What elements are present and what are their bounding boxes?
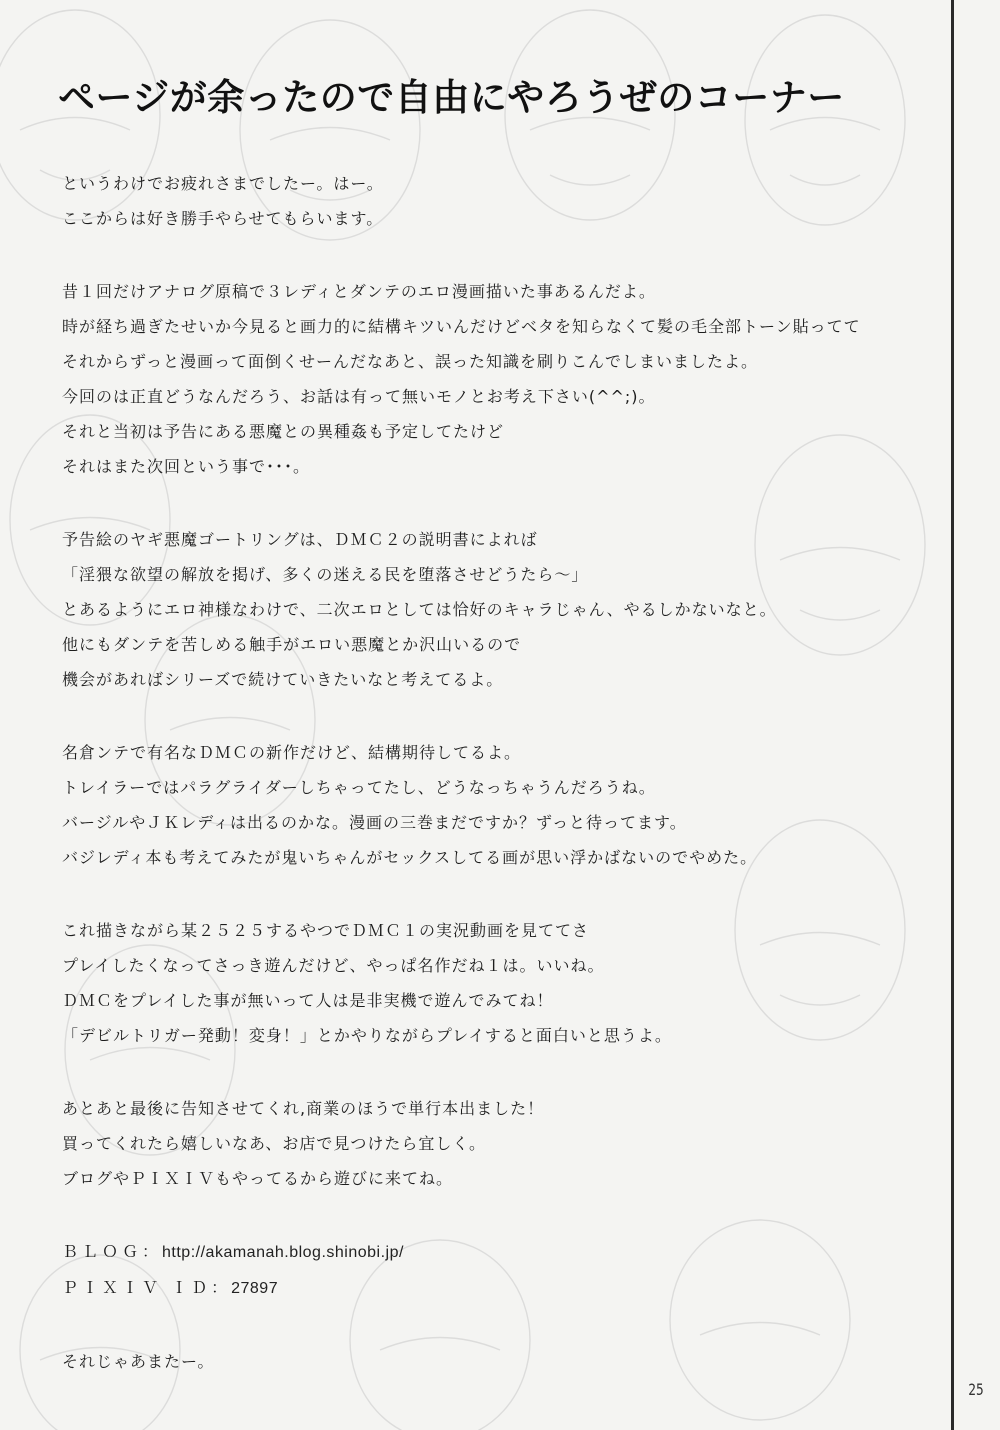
blog-label: ＢＬＯＧ： xyxy=(62,1242,163,1261)
text-line: それと当初は予告にある悪魔との異種姦も予定してたけど xyxy=(62,422,505,441)
text-line: 時が経ち過ぎたせいか今見ると画力的に結構キツいんだけどベタを知らなくて髪の毛全部トーン貼ってて xyxy=(62,317,861,336)
text-line: 昔１回だけアナログ原稿で３レディとダンテのエロ漫画描いた事あるんだよ。 xyxy=(62,282,656,301)
pixiv-label: ＰＩＸＩＶ ＩＤ： xyxy=(62,1278,232,1297)
text-line: ブログやＰＩＸＩＶもやってるから遊びに来てね。 xyxy=(62,1169,454,1188)
text-line: バージルやＪＫレディは出るのかな。漫画の三巻まだですか？ずっと待ってます。 xyxy=(62,813,687,832)
paragraph-dmc1 xyxy=(62,913,942,1053)
text-line: 「淫猥な欲望の解放を掲げ、多くの迷える民を堕落させどうたら～」 xyxy=(62,565,589,584)
text-line: 機会があればシリーズで続けていきたいなと考えてるよ。 xyxy=(62,670,504,689)
text-line: あとあと最後に告知させてくれ,商業のほうで単行本出ました！ xyxy=(62,1099,545,1118)
paragraph-goatling xyxy=(62,522,942,697)
text-line: というわけでお疲れさまでしたー。はー。 xyxy=(62,174,384,193)
text-line: 今回のは正直どうなんだろう、お話は有って無いモノとお考え下さい(^^;)。 xyxy=(62,387,656,406)
text-line: これ描きながら某２５２５するやつでＤＭＣ１の実況動画を見ててさ xyxy=(62,921,590,940)
text-line: 他にもダンテを苦しめる触手がエロい悪魔とか沢山いるので xyxy=(62,635,522,654)
paragraph-history xyxy=(62,274,942,484)
text-line: 名倉ンテで有名なＤＭＣの新作だけど、結構期待してるよ。 xyxy=(62,743,522,762)
closing-line: それじゃあまたー。 xyxy=(62,1352,215,1371)
text-line: それはまた次回という事で･･･。 xyxy=(62,457,311,476)
pixiv-id-row xyxy=(62,1270,942,1306)
page-edge-rule xyxy=(951,0,954,1430)
text-line: プレイしたくなってさっき遊んだけど、やっぱ名作だね１は。いいね。 xyxy=(62,956,605,975)
text-line: 買ってくれたら嬉しいなあ、お店で見つけたら宜しく。 xyxy=(62,1134,487,1153)
blog-url: http://akamanah.blog.shinobi.jp/ xyxy=(162,1244,404,1261)
page-number: 25 xyxy=(968,1380,984,1399)
text-line: ここからは好き勝手やらせてもらいます。 xyxy=(62,209,384,228)
pixiv-id: 27897 xyxy=(231,1280,279,1297)
text-line: トレイラーではパラグライダーしちゃってたし、どうなっちゃうんだろうね。 xyxy=(62,778,656,797)
page-title: ページが余ったので自由にやろうぜのコーナー xyxy=(58,76,845,119)
afterword-body xyxy=(62,166,942,1379)
paragraph-announcement xyxy=(62,1091,942,1196)
text-line: それからずっと漫画って面倒くせーんだなあと、誤った知識を刷りこんでしまいましたよ。 xyxy=(62,352,759,371)
text-line: 予告絵のヤギ悪魔ゴートリングは、ＤＭＣ２の説明書によれば xyxy=(62,530,538,549)
contact-links xyxy=(62,1234,942,1306)
paragraph-greeting xyxy=(62,166,942,236)
text-line: 「デビルトリガー発動！変身！」とかやりながらプレイすると面白いと思うよ。 xyxy=(62,1026,672,1045)
text-line: ＤＭＣをプレイした事が無いって人は是非実機で遊んでみてね！ xyxy=(62,991,554,1010)
text-line: バジレディ本も考えてみたが鬼いちゃんがセックスしてる画が思い浮かばないのでやめた。 xyxy=(62,848,758,867)
paragraph-new-dmc xyxy=(62,735,942,875)
blog-link-row xyxy=(62,1234,942,1270)
text-line: とあるようにエロ神様なわけで、二次エロとしては恰好のキャラじゃん、やるしかないなと。 xyxy=(62,600,777,619)
